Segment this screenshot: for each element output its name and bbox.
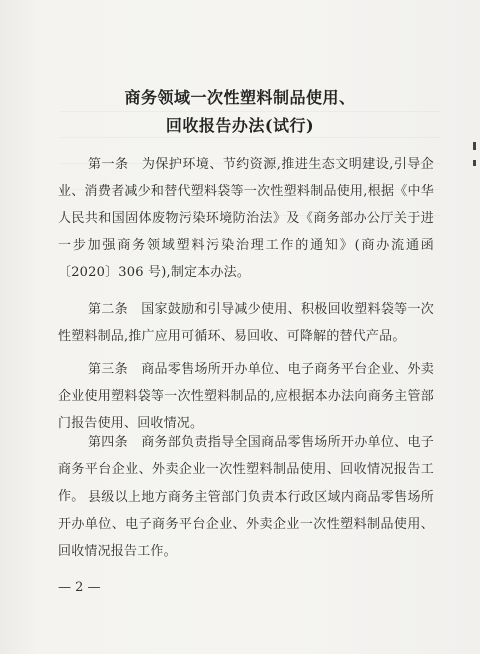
page-number: — 2 — — [58, 580, 101, 595]
article-2-paragraph: 第二条 国家鼓励和引导减少使用、积极回收塑料袋等一次性塑料制品,推广应用可循环、易回收、可降解的替代产品。 — [58, 302, 434, 344]
article-3-paragraph: 第三条 商品零售场所开办单位、电子商务平台企业、外卖企业使用塑料袋等一次性塑料制品的,应根据本办法向商务主管部门报告使用、回收情况。 — [58, 362, 434, 431]
binding-mark — [473, 160, 476, 166]
binding-mark — [473, 142, 476, 150]
article-4-paragraph: 第四条 商务部负责指导全国商品零售场所开办单位、电子商务平台企业、外卖企业一次性塑料制品使用、回收情况报告工作。 — [58, 435, 434, 504]
document-title-line-1: 商务领域一次性塑料制品使用、 — [124, 88, 356, 107]
article-4-continuation-paragraph: 县级以上地方商务主管部门负责本行政区域内商品零售场所开办单位、电子商务平台企业、外卖企业一次性塑料制品使用、回收情况报告工作。 — [58, 490, 434, 559]
article-1-paragraph: 第一条 为保护环境、节约资源,推进生态文明建设,引导企业、消费者减少和替代塑料袋等一次性塑料制品使用,根据《中华人民共和国固体废物污染环境防治法》及《商务部办公厅关于进一步加强商务领域塑料污染治理工作的通知》(商办流通函〔2020〕306 号),制定本办法。 — [58, 157, 434, 280]
document-title-line-2: 回收报告办法(试行) — [165, 116, 315, 135]
